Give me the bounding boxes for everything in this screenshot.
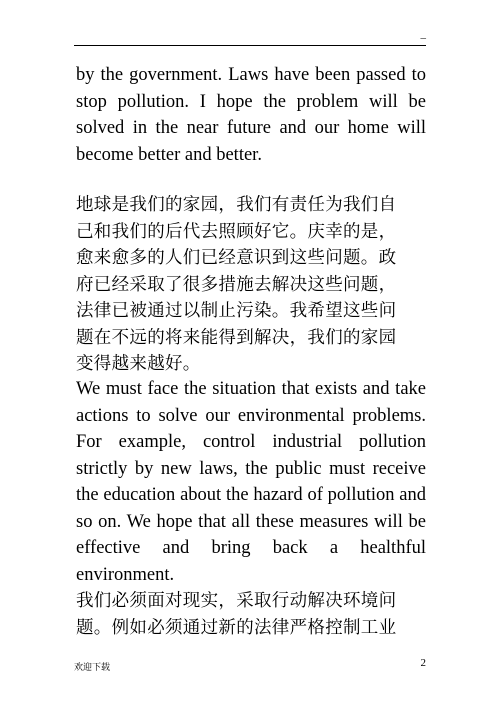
text-line: so on. We hope that all these measures will be xyxy=(76,511,426,532)
paragraph-chinese-2 xyxy=(76,588,426,641)
text-line: 变得越来越好。 xyxy=(76,354,201,374)
text-line: For example, control industrial pollution xyxy=(76,432,426,452)
header-rule xyxy=(74,45,426,46)
header-mark: – xyxy=(420,32,426,44)
text-line: We must face the situation that exists and take xyxy=(76,379,426,399)
text-line: solved in the near future and our home will xyxy=(76,118,426,138)
page-number: 2 xyxy=(420,657,426,669)
text-line: strictly by new laws, the public must receive xyxy=(76,458,426,479)
text-line: actions to solve our environmental problems. xyxy=(76,405,426,426)
text-line: environment. xyxy=(76,564,175,585)
text-line: 我们必须面对现实，采取行动解决环境问 xyxy=(76,591,397,611)
text-line: 府已经采取了很多措施去解决这些问题， xyxy=(76,274,397,295)
text-line: become better and better. xyxy=(76,144,262,165)
text-line: the education about the hazard of pollution and xyxy=(76,485,426,505)
text-line: 己和我们的后代去照顾好它。庆幸的是， xyxy=(76,221,397,242)
paragraph-chinese-1 xyxy=(76,192,426,378)
text-line: stop pollution. I hope the problem will be xyxy=(76,91,426,112)
footer-download-label: 欢迎下载 xyxy=(74,663,111,673)
text-line: 题在不远的将来能得到解决，我们的家园 xyxy=(76,327,397,348)
paragraph-english-2 xyxy=(76,376,426,588)
text-line: 愈来愈多的人们已经意识到这些问题。政 xyxy=(76,248,397,268)
text-line: by the government. Laws have been passed to xyxy=(76,65,426,85)
paragraph-english-1 xyxy=(76,62,426,168)
text-line: 题。例如必须通过新的法律严格控制工业 xyxy=(76,617,397,638)
text-line: 地球是我们的家园，我们有责任为我们自 xyxy=(76,195,397,215)
text-line: 法律已被通过以制止污染。我希望这些问 xyxy=(76,301,397,321)
text-line: effective and bring back a healthful xyxy=(76,538,426,558)
